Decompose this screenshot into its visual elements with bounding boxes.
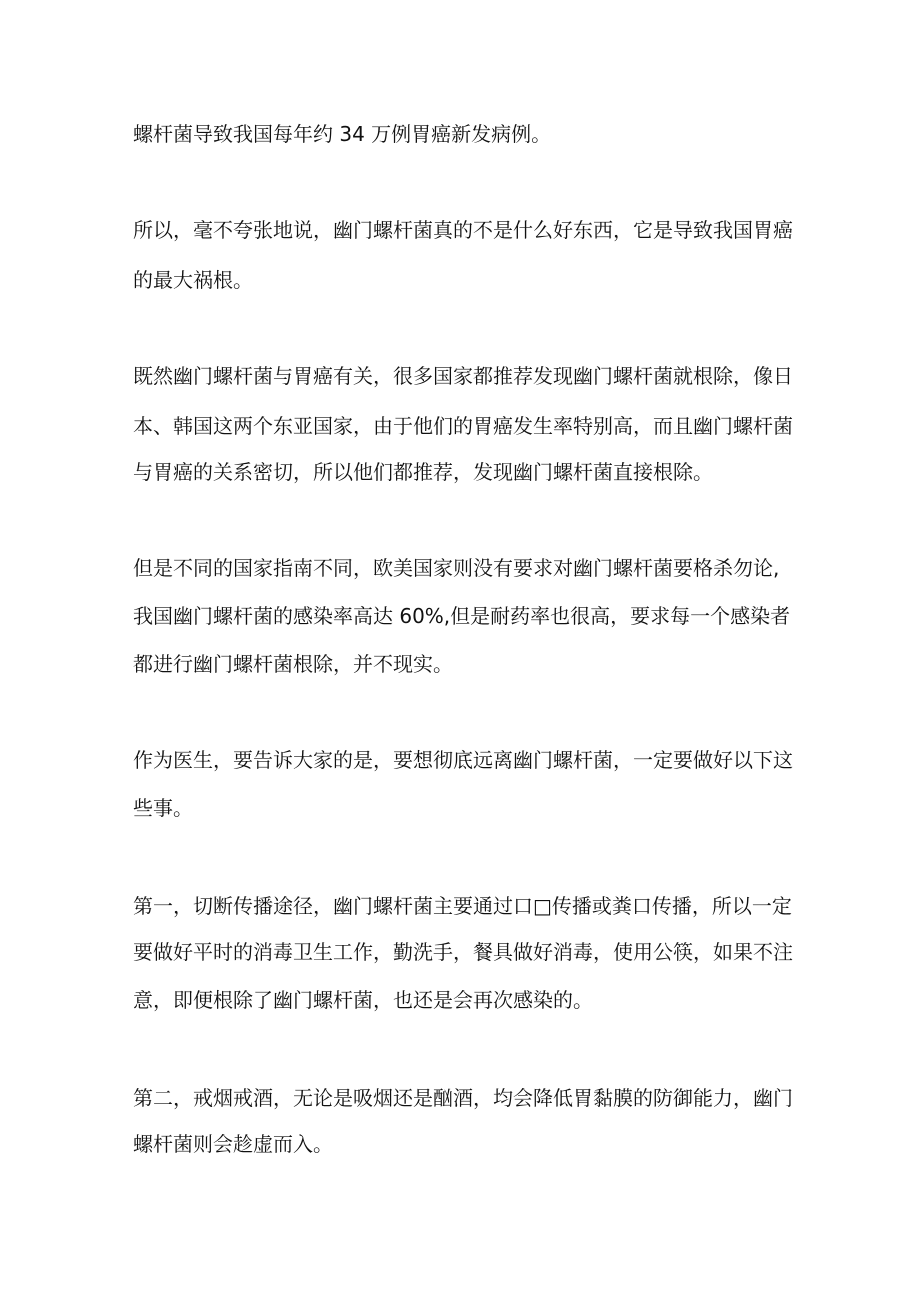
paragraph-4-line-2: 我国幽门螺杆菌的感染率高达 60%,但是耐药率也很高，要求每一个感染者 (133, 604, 791, 628)
paragraph-6-line-3: 意，即便根除了幽门螺杆菌，也还是会再次感染的。 (133, 988, 593, 1012)
paragraph-3-line-2: 本、韩国这两个东亚国家，由于他们的胃癌发生率特别高，而且幽门螺杆菌 (133, 414, 793, 438)
paragraph-4-line-1: 但是不同的国家指南不同，欧美国家则没有要求对幽门螺杆菌要格杀勿论, (133, 556, 780, 580)
paragraph-2-line-1: 所以，毫不夸张地说，幽门螺杆菌真的不是什么好东西，它是导致我国胃癌 (133, 218, 793, 242)
paragraph-6-line-2: 要做好平时的消毒卫生工作，勤洗手，餐具做好消毒，使用公筷，如果不注 (133, 940, 793, 964)
paragraph-5-line-1: 作为医生，要告诉大家的是，要想彻底远离幽门螺杆菌，一定要做好以下这 (133, 748, 793, 772)
paragraph-3-line-1: 既然幽门螺杆菌与胃癌有关，很多国家都推荐发现幽门螺杆菌就根除，像日 (133, 364, 793, 388)
paragraph-3-line-3: 与胃癌的关系密切，所以他们都推荐，发现幽门螺杆菌直接根除。 (133, 460, 713, 484)
paragraph-7-line-2: 螺杆菌则会趁虚而入。 (133, 1132, 333, 1156)
paragraph-2-line-2: 的最大祸根。 (133, 268, 253, 292)
paragraph-4-line-3: 都进行幽门螺杆菌根除，并不现实。 (133, 652, 453, 676)
paragraph-6-line-1: 第一，切断传播途径，幽门螺杆菌主要通过口□传播或粪口传播，所以一定 (133, 894, 792, 918)
paragraph-7-line-1: 第二，戒烟戒酒，无论是吸烟还是酗酒，均会降低胃黏膜的防御能力，幽门 (133, 1086, 793, 1110)
paragraph-5-line-2: 些事。 (133, 796, 193, 820)
paragraph-1-line-1: 螺杆菌导致我国每年约 34 万例胃癌新发病例。 (133, 122, 552, 146)
